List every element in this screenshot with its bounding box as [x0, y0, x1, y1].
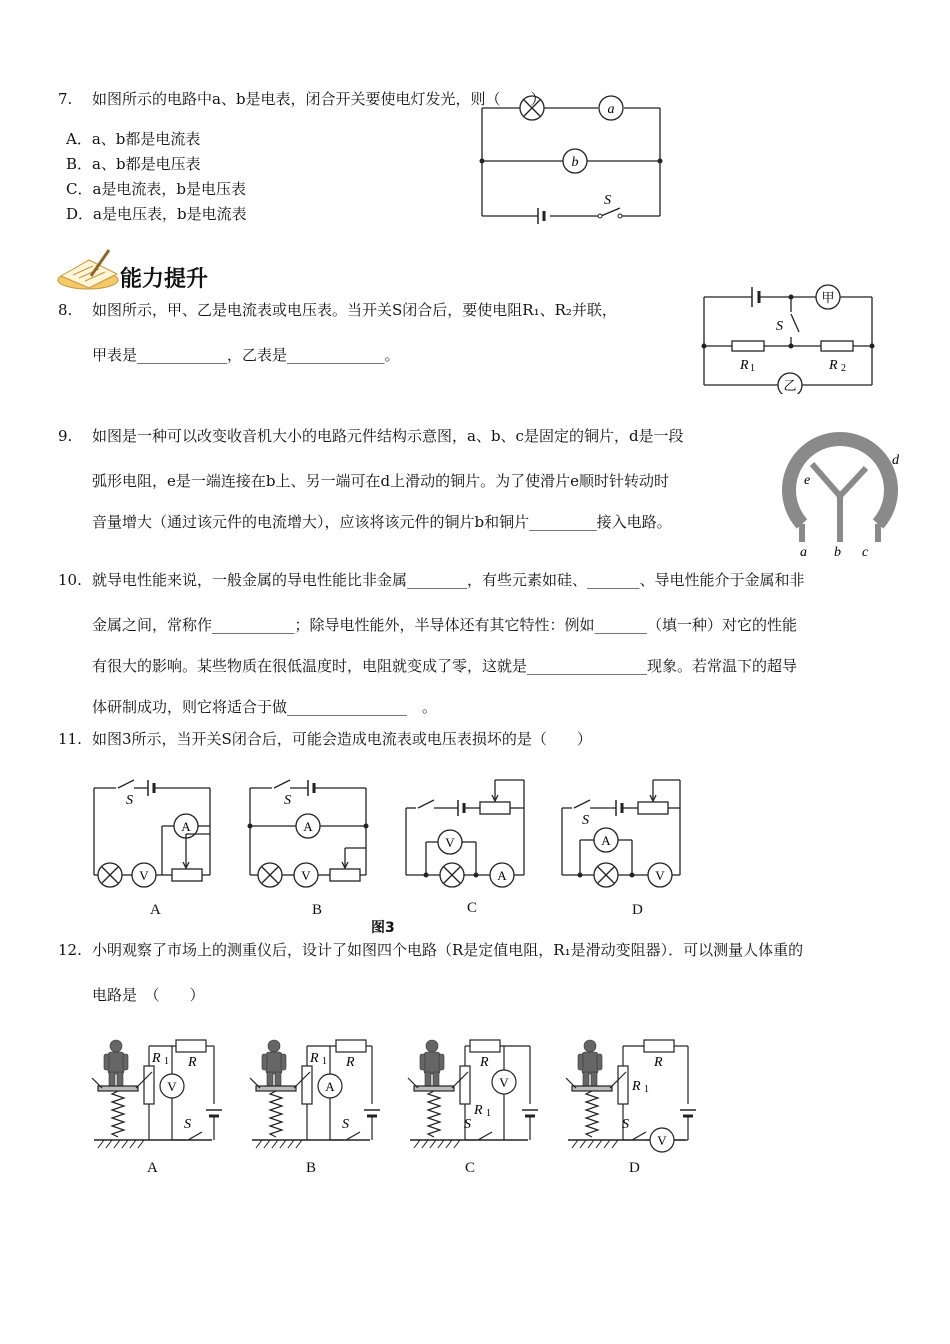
- q10-number: 10.: [58, 571, 82, 589]
- q12-number: 12.: [58, 941, 82, 959]
- q12-line2: 电路是 （ ）: [92, 986, 205, 1004]
- q11-c-ammeter-label: A: [497, 868, 507, 883]
- q12-a-switch-label: S: [184, 1117, 191, 1132]
- q8-stem: [58, 303, 617, 318]
- q12-b-switch-label: S: [342, 1117, 349, 1132]
- q7-number: 7.: [58, 90, 73, 108]
- q11-c-voltmeter-label: V: [445, 835, 455, 850]
- q12-c-voltmeter-label: V: [499, 1075, 509, 1090]
- q10-line4: 体研制成功，则它将适合于做________________ 。: [92, 698, 438, 716]
- q11-d-switch-label: S: [582, 813, 589, 828]
- q9-stem: [58, 429, 684, 444]
- person-icon: [420, 1040, 444, 1086]
- q7-option-b: B．a、b都是电压表: [66, 155, 201, 173]
- q9-potentiometer-diagram: [778, 428, 918, 564]
- q7-text: 如图所示的电路中a、b是电表，闭合开关要使电灯发光，则（ ）: [92, 90, 546, 108]
- q12-label-a: A: [147, 1160, 158, 1176]
- q9-label-a: a: [800, 545, 807, 560]
- q8-label-r2: R: [829, 358, 838, 373]
- q12-scale-circuit-d: [562, 1034, 702, 1154]
- q9-line1: 如图是一种可以改变收音机大小的电路元件结构示意图，a、b、c是固定的铜片，d是一段: [92, 427, 684, 445]
- q9-line3: 音量增大（通过该元件的电流增大），应该将该元件的铜片b和铜片_________接入电路。: [92, 513, 672, 531]
- q11-circuit-a: [88, 772, 218, 894]
- q8-label-r1-sub: 1: [750, 363, 755, 374]
- q11-figure-caption: 图3: [371, 920, 395, 936]
- q12-c-switch-label: S: [464, 1117, 471, 1132]
- q10-stem: [58, 573, 805, 588]
- q7-option-a: A．a、b都是电流表: [66, 130, 201, 148]
- q7-label-a: a: [607, 102, 615, 117]
- q11-label-d: D: [632, 902, 643, 918]
- q12-a-voltmeter-label: V: [167, 1079, 177, 1094]
- q11-label-a: A: [150, 902, 161, 918]
- q8-label-jia: 甲: [821, 290, 835, 305]
- notebook-pen-icon: [55, 246, 121, 292]
- person-icon: [262, 1040, 286, 1086]
- q11-stem: [58, 732, 592, 747]
- q12-scale-circuit-a: [88, 1034, 228, 1154]
- q12-d-r-label: R: [654, 1055, 663, 1070]
- q11-d-ammeter-label: A: [601, 833, 611, 848]
- q11-a-voltmeter-label: V: [139, 868, 149, 883]
- q11-label-b: B: [312, 902, 323, 918]
- q10-line2: 金属之间，常称作___________；除导电性能外，半导体还有其它特性：例如_______（填一种）对它的性能: [92, 616, 798, 634]
- q11-d-voltmeter-label: V: [655, 868, 665, 883]
- q9-number: 9.: [58, 427, 73, 445]
- q12-b-r1-label: R: [310, 1051, 319, 1066]
- q12-line1: 小明观察了市场上的测重仪后，设计了如图四个电路（R是定值电阻，R₁是滑动变阻器）．可以测量人体重的: [92, 941, 804, 959]
- q9-label-e: e: [804, 473, 811, 488]
- q12-c-r1-label: R: [474, 1103, 483, 1118]
- q8-text: 如图所示，甲、乙是电流表或电压表。当开关S闭合后，要使电阻R₁、R₂并联，: [92, 301, 617, 319]
- q11-a-ammeter-label: A: [181, 819, 191, 834]
- q11-b-voltmeter-label: V: [301, 868, 311, 883]
- q8-label-r2-sub: 2: [841, 363, 846, 374]
- q7-circuit-diagram: [470, 88, 670, 228]
- q11-a-switch-label: S: [126, 793, 133, 808]
- q12-c-r-label: R: [480, 1055, 489, 1070]
- q12-c-r1-sub: 1: [486, 1108, 491, 1119]
- q8-label-r1: R: [740, 358, 749, 373]
- q12-d-voltmeter-label: V: [657, 1133, 667, 1148]
- q9-label-b: b: [834, 545, 841, 560]
- q11-circuit-c: [400, 772, 530, 894]
- q12-d-switch-label: S: [622, 1117, 629, 1132]
- q9-label-d: d: [892, 453, 899, 468]
- q11-label-c: C: [467, 900, 478, 916]
- q8-number: 8.: [58, 301, 73, 319]
- q8-label-s: S: [776, 319, 783, 334]
- q7-option-c: C．a是电流表，b是电压表: [66, 180, 247, 198]
- q12-stem: [58, 943, 803, 958]
- q9-label-c: c: [862, 545, 869, 560]
- q11-text: 如图3所示，当开关S闭合后，可能会造成电流表或电压表损坏的是（ ）: [92, 730, 592, 748]
- q12-label-d: D: [629, 1160, 640, 1176]
- q7-option-d: D．a是电压表，b是电流表: [66, 205, 247, 223]
- q11-number: 11.: [58, 730, 82, 748]
- q12-label-c: C: [465, 1160, 476, 1176]
- q12-d-r1-label: R: [632, 1079, 641, 1094]
- q12-scale-circuit-b: [246, 1034, 386, 1154]
- q8-label-yi: 乙: [783, 378, 797, 393]
- q9-line2: 弧形电阻，e是一端连接在b上、另一端可在d上滑动的铜片。为了使滑片e顺时针转动时: [92, 472, 669, 490]
- q12-a-r1-label: R: [152, 1051, 161, 1066]
- person-icon: [578, 1040, 602, 1086]
- q12-scale-circuit-c: [404, 1034, 544, 1154]
- q10-line3: 有很大的影响。某些物质在很低温度时，电阻就变成了零，这就是________________现象。若常温下的超导: [92, 657, 798, 675]
- q12-a-r1-sub: 1: [164, 1056, 169, 1067]
- section-title: 能力提升: [120, 267, 209, 292]
- q10-line1: 就导电性能来说，一般金属的导电性能比非金属________，有些元素如硅、_______、导电性能介于金属和非: [92, 571, 805, 589]
- q7-label-b: b: [571, 155, 579, 170]
- q12-b-r1-sub: 1: [322, 1056, 327, 1067]
- q12-label-b: B: [306, 1160, 317, 1176]
- q8-r1-resistor: [732, 341, 764, 351]
- q11-circuit-b: [244, 772, 374, 894]
- q12-a-r-label: R: [188, 1055, 197, 1070]
- q8-circuit-diagram: [696, 282, 882, 394]
- q11-b-ammeter-label: A: [303, 819, 313, 834]
- person-icon: [104, 1040, 128, 1086]
- q7-label-s: S: [604, 193, 611, 208]
- q8-r2-resistor: [821, 341, 853, 351]
- q12-d-r1-sub: 1: [644, 1084, 649, 1095]
- q8-blanks: 甲表是____________，乙表是_____________。: [92, 346, 400, 364]
- q12-b-ammeter-label: A: [325, 1079, 335, 1094]
- q11-circuit-d: [556, 772, 686, 894]
- q12-b-r-label: R: [346, 1055, 355, 1070]
- q11-b-switch-label: S: [284, 793, 291, 808]
